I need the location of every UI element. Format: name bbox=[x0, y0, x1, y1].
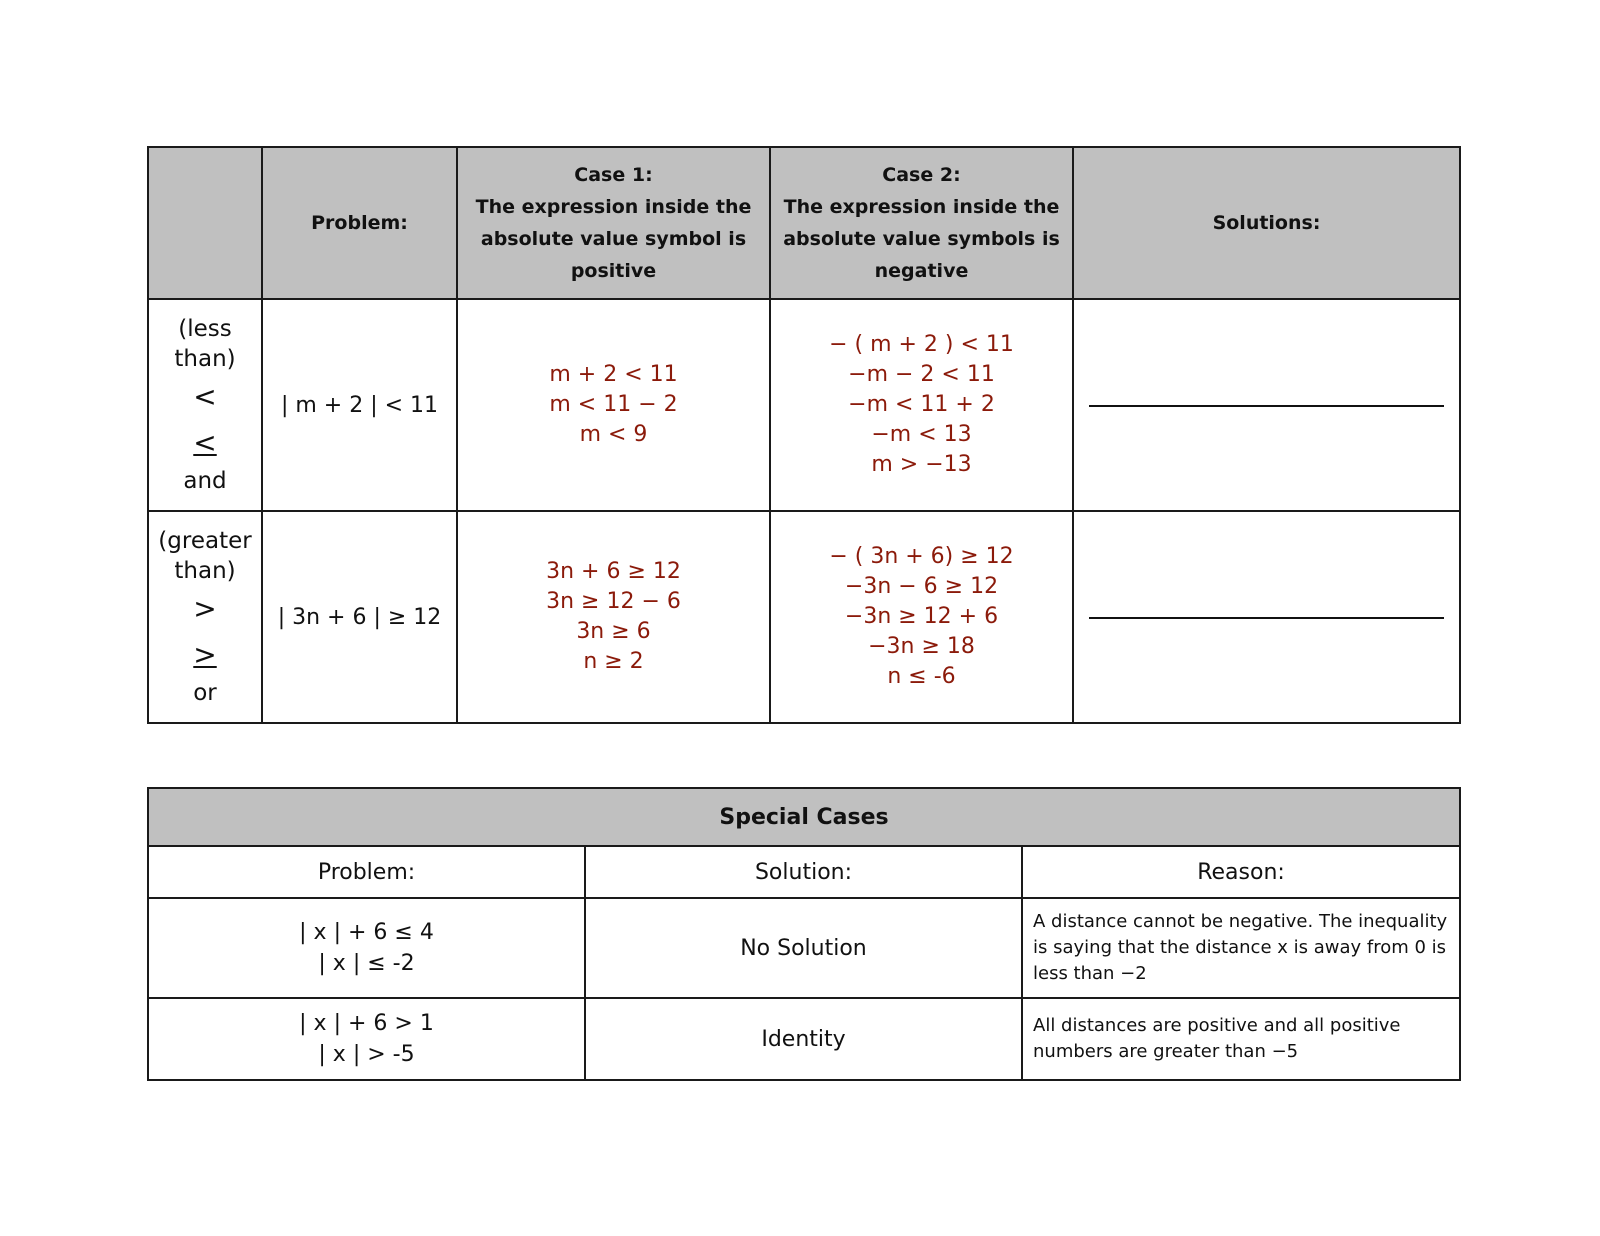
header-blank-cell bbox=[148, 147, 262, 299]
special-problem-cell bbox=[148, 898, 585, 998]
work-line: 3n ≥ 6 bbox=[576, 619, 651, 644]
special-case-row bbox=[148, 898, 1460, 998]
problem-cell: | 3n + 6 | ≥ 12 bbox=[262, 511, 457, 723]
special-problem-line1: | x | + 6 ≤ 4 bbox=[299, 920, 434, 945]
header-row bbox=[148, 147, 1460, 299]
greater-than-row bbox=[148, 511, 1460, 723]
header-case1 bbox=[457, 147, 770, 299]
connector-and: and bbox=[183, 468, 227, 494]
work-line: −3n ≥ 18 bbox=[868, 634, 975, 659]
work-line: −3n − 6 ≥ 12 bbox=[844, 574, 999, 599]
connector-or: or bbox=[193, 680, 217, 706]
case2-work-cell bbox=[770, 299, 1073, 511]
case1-work-cell bbox=[457, 299, 770, 511]
work-line: −m < 11 + 2 bbox=[848, 392, 995, 417]
header-case1-line2: The expression inside the bbox=[475, 196, 752, 218]
special-solution-cell: Identity bbox=[585, 998, 1022, 1080]
case1-work-cell bbox=[457, 511, 770, 723]
special-problem-line2: | x | ≤ -2 bbox=[318, 951, 415, 976]
header-case2 bbox=[770, 147, 1073, 299]
special-cases-title: Special Cases bbox=[148, 788, 1460, 846]
work-line: n ≥ 2 bbox=[583, 649, 644, 674]
solution-answer-line[interactable] bbox=[1089, 615, 1444, 619]
header-solutions: Solutions: bbox=[1073, 147, 1460, 299]
header-case2-line4: negative bbox=[874, 260, 969, 282]
less-than-label-cell bbox=[148, 299, 262, 511]
less-than-symbol: < bbox=[193, 380, 217, 413]
work-line: m < 9 bbox=[579, 422, 648, 447]
special-cases-title-row bbox=[148, 788, 1460, 846]
work-line: n ≤ -6 bbox=[887, 664, 956, 689]
work-line: − ( 3n + 6) ≥ 12 bbox=[829, 544, 1014, 569]
special-reason-cell: A distance cannot be negative. The inequality is saying that the distance x is away from 0 is less than −2 bbox=[1022, 898, 1460, 998]
solution-answer-line[interactable] bbox=[1089, 403, 1444, 407]
row-label-line1: (less bbox=[178, 316, 232, 342]
header-problem: Problem: bbox=[262, 147, 457, 299]
work-line: −m < 13 bbox=[871, 422, 972, 447]
work-line: m > −13 bbox=[871, 452, 972, 477]
special-cases-table bbox=[147, 787, 1461, 1081]
special-case-row bbox=[148, 998, 1460, 1080]
special-reason-cell: All distances are positive and all positive numbers are greater than −5 bbox=[1022, 998, 1460, 1080]
work-line: m < 11 − 2 bbox=[549, 392, 678, 417]
work-line: −m − 2 < 11 bbox=[848, 362, 995, 387]
header-case2-line1: Case 2: bbox=[882, 164, 961, 186]
special-problem-cell bbox=[148, 998, 585, 1080]
special-header-problem: Problem: bbox=[148, 846, 585, 898]
absolute-value-inequality-table bbox=[147, 146, 1461, 724]
problem-cell: | m + 2 | < 11 bbox=[262, 299, 457, 511]
work-line: −3n ≥ 12 + 6 bbox=[844, 604, 999, 629]
row-label-line2: than) bbox=[174, 346, 236, 372]
special-header-solution: Solution: bbox=[585, 846, 1022, 898]
less-than-or-equal-symbol: < bbox=[193, 426, 217, 459]
work-line: − ( m + 2 ) < 11 bbox=[829, 332, 1014, 357]
work-line: m + 2 < 11 bbox=[549, 362, 678, 387]
case2-work-cell bbox=[770, 511, 1073, 723]
work-line: 3n + 6 ≥ 12 bbox=[546, 559, 681, 584]
greater-than-symbol: > bbox=[193, 592, 217, 625]
header-case1-line4: positive bbox=[570, 260, 657, 282]
row-label-line1: (greater bbox=[158, 528, 252, 554]
solution-cell[interactable] bbox=[1073, 299, 1460, 511]
header-case2-line3: absolute value symbols is bbox=[783, 228, 1060, 250]
header-case1-line1: Case 1: bbox=[574, 164, 653, 186]
special-cases-header-row bbox=[148, 846, 1460, 898]
less-than-row bbox=[148, 299, 1460, 511]
special-header-reason: Reason: bbox=[1022, 846, 1460, 898]
solution-cell[interactable] bbox=[1073, 511, 1460, 723]
greater-than-or-equal-symbol: > bbox=[193, 638, 217, 671]
special-solution-cell: No Solution bbox=[585, 898, 1022, 998]
header-case2-line2: The expression inside the bbox=[783, 196, 1060, 218]
special-problem-line1: | x | + 6 > 1 bbox=[299, 1011, 434, 1036]
greater-than-label-cell bbox=[148, 511, 262, 723]
work-line: 3n ≥ 12 − 6 bbox=[546, 589, 681, 614]
row-label-line2: than) bbox=[174, 558, 236, 584]
special-problem-line2: | x | > -5 bbox=[318, 1042, 415, 1067]
header-case1-line3: absolute value symbol is bbox=[480, 228, 747, 250]
